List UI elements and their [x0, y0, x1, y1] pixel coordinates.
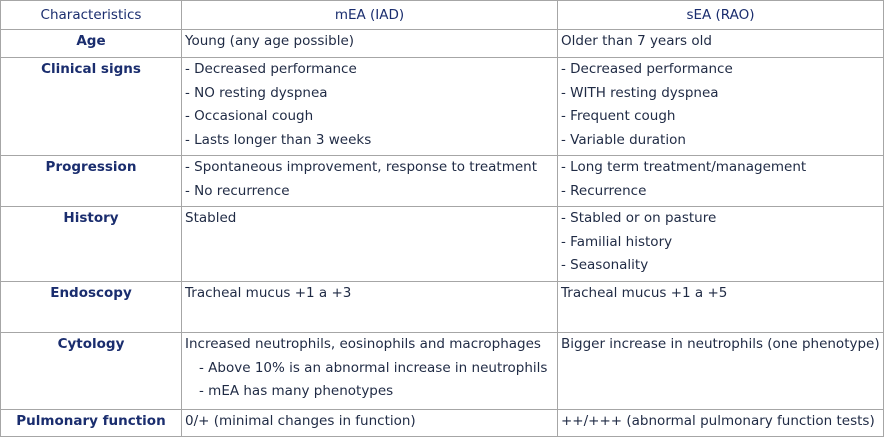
row-label-history: History	[1, 207, 182, 282]
cell-line: - Long term treatment/management	[561, 159, 807, 175]
header-mea: mEA (IAD)	[182, 1, 558, 30]
cell-pulmonary-function-mea	[182, 410, 558, 437]
cell-endoscopy-mea	[182, 282, 558, 333]
cell-line: - Familial history	[561, 233, 673, 250]
cell-line: ++/+++ (abnormal pulmonary function tests)	[561, 413, 875, 429]
cell-cytology-mea	[182, 333, 558, 410]
cell-cytology-sea	[558, 333, 884, 410]
table-row	[1, 156, 884, 207]
cell-age-mea	[182, 30, 558, 58]
cell-line: Tracheal mucus +1 a +5	[561, 285, 728, 301]
cell-line: Older than 7 years old	[561, 33, 712, 49]
header-sea: sEA (RAO)	[558, 1, 884, 30]
cell-line: - Decreased performance	[185, 61, 357, 77]
table-row	[1, 410, 884, 437]
cell-line: - Spontaneous improvement, response to treatment	[185, 159, 538, 175]
row-label-clinical-signs: Clinical signs	[1, 58, 182, 156]
cell-line: Bigger increase in neutrophils (one phenotype)	[561, 336, 880, 352]
cell-subline: - mEA has many phenotypes	[199, 383, 394, 399]
cell-line: Increased neutrophils, eosinophils and macrophages	[185, 336, 541, 352]
cell-pulmonary-function-sea	[558, 410, 884, 437]
cell-clinical-signs-sea	[558, 58, 884, 156]
cell-line: 0/+ (minimal changes in function)	[185, 413, 416, 429]
cell-line: - No recurrence	[185, 182, 290, 199]
cell-endoscopy-sea	[558, 282, 884, 333]
cell-line: - Decreased performance	[561, 61, 733, 77]
cell-subline: - Above 10% is an abnormal increase in neutrophils	[199, 359, 548, 376]
row-label-progression: Progression	[1, 156, 182, 207]
row-label-cytology: Cytology	[1, 333, 182, 410]
row-label-endoscopy: Endoscopy	[1, 282, 182, 333]
cell-line: - Variable duration	[561, 131, 686, 148]
cell-progression-mea	[182, 156, 558, 207]
row-label-pulmonary-function: Pulmonary function	[1, 410, 182, 437]
cell-history-sea	[558, 207, 884, 282]
cell-line: Tracheal mucus +1 a +3	[185, 285, 352, 301]
table-row	[1, 282, 884, 333]
header-row	[1, 1, 884, 30]
cell-line: Stabled	[185, 210, 237, 226]
cell-line: - Occasional cough	[185, 108, 314, 124]
cell-clinical-signs-mea	[182, 58, 558, 156]
table-row	[1, 58, 884, 156]
cell-age-sea	[558, 30, 884, 58]
cell-line: - NO resting dyspnea	[185, 84, 328, 101]
cell-line: - Frequent cough	[561, 108, 676, 124]
row-label-age: Age	[1, 30, 182, 58]
table-row	[1, 207, 884, 282]
cell-line: Young (any age possible)	[185, 33, 355, 49]
cell-line: - WITH resting dyspnea	[561, 84, 719, 101]
cell-progression-sea	[558, 156, 884, 207]
table-row	[1, 30, 884, 58]
cell-line: - Lasts longer than 3 weeks	[185, 131, 372, 148]
cell-line: - Stabled or on pasture	[561, 210, 717, 226]
cell-history-mea	[182, 207, 558, 282]
table-row	[1, 333, 884, 410]
cell-line: - Recurrence	[561, 182, 647, 199]
cell-line: - Seasonality	[561, 257, 649, 273]
header-characteristics: Characteristics	[1, 1, 182, 30]
